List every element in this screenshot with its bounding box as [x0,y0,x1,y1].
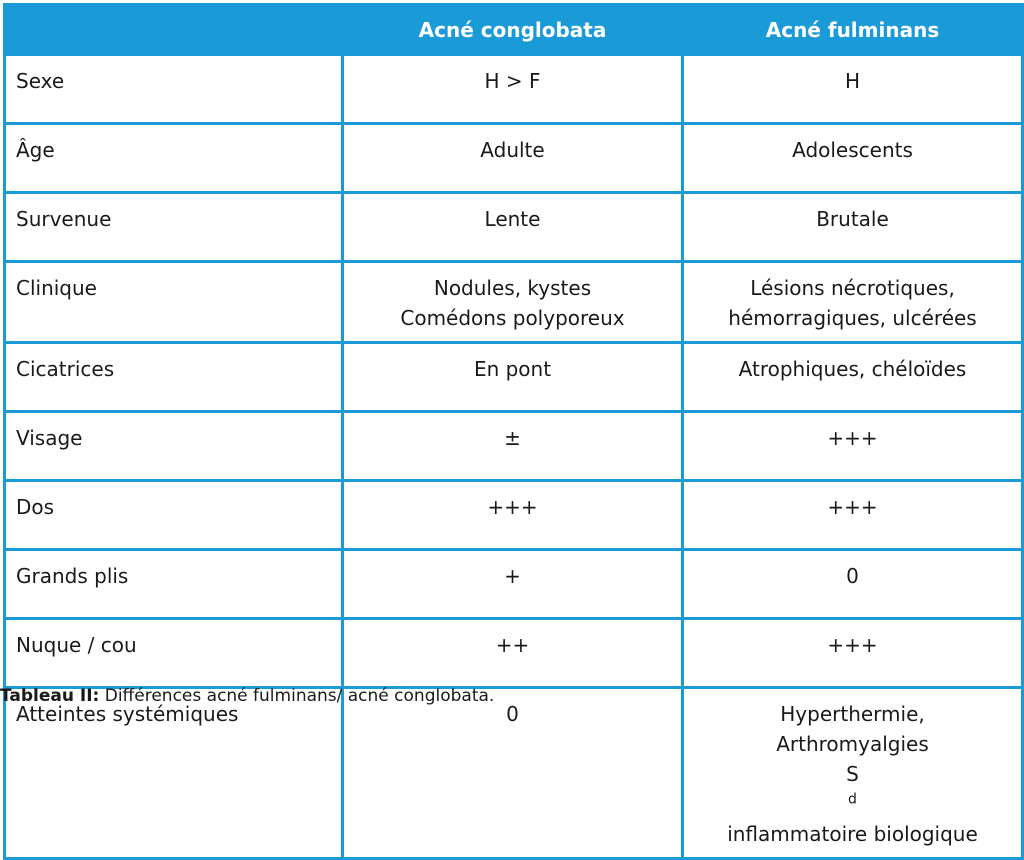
caption-text: Différences acné fulminans/ acné conglobata. [99,686,495,706]
row-label: Nuque / cou [5,619,343,688]
row-label: Survenue [5,193,343,262]
value-line: Nodules, kystes [433,276,592,300]
header-acne-fulminans: Acné fulminans [683,5,1023,55]
fulminans-value: +++ [683,412,1023,481]
row-label: Clinique [5,262,343,343]
conglobata-value: En pont [343,343,683,412]
fulminans-value: 0 [683,550,1023,619]
table-header-row [5,5,1023,55]
table-row [5,688,1023,859]
table-row [5,55,1023,124]
conglobata-value: Lente [343,193,683,262]
table-row [5,343,1023,412]
value-line: Lésions nécrotiques, [750,276,955,300]
value-line: hémorragiques, ulcérées [728,306,977,330]
conglobata-value: + [343,550,683,619]
comparison-table [3,3,1024,860]
value-line: Hyperthermie, [780,702,925,726]
table-caption [0,686,494,706]
table-row [5,124,1023,193]
conglobata-value: +++ [343,481,683,550]
header-acne-conglobata: Acné conglobata [343,5,683,55]
row-label: Âge [5,124,343,193]
row-label: Sexe [5,55,343,124]
header-blank-cell [5,5,343,55]
conglobata-value: 0 [343,688,683,859]
caption-label: Tableau II: [0,686,100,706]
row-label: Dos [5,481,343,550]
fulminans-value: +++ [683,619,1023,688]
fulminans-value: Brutale [683,193,1023,262]
row-label: Grands plis [5,550,343,619]
row-label: Visage [5,412,343,481]
table-row [5,262,1023,343]
table-row [5,619,1023,688]
syndrome-abbrev-superscript: d [848,791,857,808]
conglobata-value: Adulte [343,124,683,193]
conglobata-value [343,262,683,343]
fulminans-value: Adolescents [683,124,1023,193]
table-row [5,412,1023,481]
table-row [5,550,1023,619]
syndrome-abbrev: S [846,762,859,786]
table-row [5,193,1023,262]
table-row [5,481,1023,550]
fulminans-value [683,262,1023,343]
fulminans-value: +++ [683,481,1023,550]
row-label: Cicatrices [5,343,343,412]
row-label: Atteintes systémiques [5,688,343,859]
syndrome-text: inflammatoire biologique [727,822,978,846]
fulminans-value: H [683,55,1023,124]
value-line [694,759,1011,849]
value-line: Arthromyalgies [776,732,929,756]
value-line: Comédons polyporeux [400,306,625,330]
conglobata-value: ++ [343,619,683,688]
conglobata-value: ± [343,412,683,481]
conglobata-value: H > F [343,55,683,124]
fulminans-value: Atrophiques, chéloïdes [683,343,1023,412]
fulminans-value [683,688,1023,859]
